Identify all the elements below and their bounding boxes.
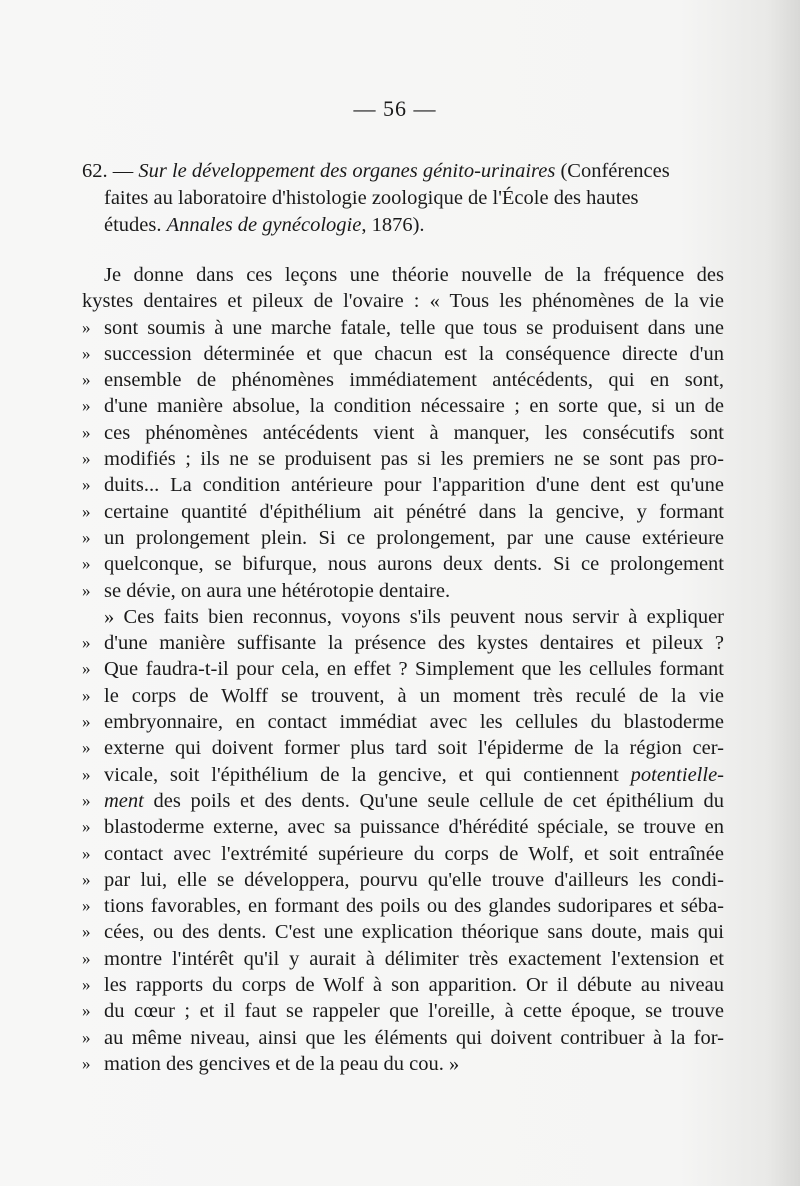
page-number: — 56 — <box>353 96 437 121</box>
entry-line-3 <box>104 212 724 239</box>
entry-title: Sur le développement des organes génito-urinaires <box>138 160 556 182</box>
entry-journal: Annales de gynécologie <box>166 214 362 236</box>
text-line: » d'une manière suffisante la présence des kystes dentaires et pileux ? <box>82 630 724 656</box>
guillemet: » <box>82 554 91 574</box>
guillemet: » <box>82 343 91 363</box>
text-line: » cées, ou des dents. C'est une explication théorique sans doute, mais qui <box>82 919 724 945</box>
guillemet: » <box>82 396 91 416</box>
text-line: Je donne dans ces leçons une théorie nouvelle de la fréquence des <box>104 264 724 286</box>
guillemet: » <box>82 948 91 968</box>
guillemet: » <box>82 501 91 521</box>
text-line: » certaine quantité d'épithélium ait pénétré dans la gencive, y formant <box>82 499 724 525</box>
text-line: » par lui, elle se développera, pourvu qu'elle trouve d'ailleurs les condi- <box>82 867 724 893</box>
guillemet: » <box>82 922 91 942</box>
guillemet: » <box>82 764 91 784</box>
guillemet: » <box>82 738 91 758</box>
guillemet: » <box>82 317 91 337</box>
text-line: kystes dentaires et pileux de l'ovaire : « Tous les phénomènes de la vie <box>82 290 724 313</box>
text-line: » tions favorables, en formant des poils ou des glandes sudoripares et séba- <box>82 893 724 919</box>
guillemet: » <box>82 449 91 469</box>
text-line: » blastoderme externe, avec sa puissance d'hérédité spéciale, se trouve en <box>82 814 724 840</box>
guillemet: » <box>82 712 91 732</box>
text-line: » modifiés ; ils ne se produisent pas si les premiers ne se sont pas pro- <box>82 446 724 472</box>
bibliography-entry <box>82 158 724 239</box>
text-line: » quelconque, se bifurque, nous aurons deux dents. Si ce prolongement <box>82 551 724 577</box>
text-line: » sont soumis à une marche fatale, telle que tous se produisent dans une <box>82 315 724 341</box>
text-line: » vicale, soit l'épithélium de la gencive, et qui contiennent potentielle- <box>82 762 724 788</box>
text-line: » d'une manière absolue, la condition nécessaire ; en sorte que, si un de <box>82 393 724 419</box>
guillemet: » <box>82 896 91 916</box>
text-line: » ment des poils et des dents. Qu'une seule cellule de cet épithélium du <box>82 788 724 814</box>
text-line: » externe qui doivent former plus tard soit l'épiderme de la région cer- <box>82 735 724 761</box>
entry-line-3-post: , 1876). <box>361 214 425 236</box>
entry-line-3-pre: études. <box>104 214 167 236</box>
text-line: » du cœur ; et il faut se rappeler que l'oreille, à cette époque, se trouve <box>82 998 724 1024</box>
text-line: » succession déterminée et que chacun est la conséquence directe d'un <box>82 341 724 367</box>
entry-number: 62. <box>82 160 108 182</box>
italic-word: ment <box>104 789 144 812</box>
text-line: » les rapports du corps de Wolf à son apparition. Or il débute au niveau <box>82 972 724 998</box>
text-line: » Que faudra-t-il pour cela, en effet ? Simplement que les cellules formant <box>82 656 724 682</box>
guillemet: » <box>82 817 91 837</box>
text-line: » ensemble de phénomènes immédiatement antécédents, qui en sont, <box>82 367 724 393</box>
guillemet: » <box>82 1053 91 1073</box>
text-line: » embryonnaire, en contact immédiat avec les cellules du blastoderme <box>82 709 724 735</box>
guillemet: » <box>82 1027 91 1047</box>
text-line: » se dévie, on aura une hétérotopie dentaire. <box>82 578 724 604</box>
guillemet: » <box>82 475 91 495</box>
guillemet: » <box>82 869 91 889</box>
entry-line-2: faites au laboratoire d'histologie zoologique de l'École des hautes <box>104 187 639 209</box>
text-line: » mation des gencives et de la peau du cou. » <box>82 1051 724 1077</box>
text-line: » contact avec l'extrémité supérieure du corps de Wolf, et soit entraînée <box>82 841 724 867</box>
guillemet: » <box>82 659 91 679</box>
guillemet: » <box>82 843 91 863</box>
text-line: » ces phénomènes antécédents vient à manquer, les consécutifs sont <box>82 420 724 446</box>
text-line: » le corps de Wolff se trouvent, à un moment très reculé de la vie <box>82 683 724 709</box>
italic-word: potentielle- <box>630 763 724 786</box>
guillemet: » <box>82 580 91 600</box>
guillemet: » <box>82 790 91 810</box>
guillemet: » <box>82 633 91 653</box>
text-line: » montre l'intérêt qu'il y aurait à délimiter très exactement l'extension et <box>82 946 724 972</box>
guillemet: » <box>82 685 91 705</box>
text-line: » un prolongement plein. Si ce prolongement, par une cause extérieure <box>82 525 724 551</box>
text-line: » Ces faits bien reconnus, voyons s'ils peuvent nous servir à expliquer <box>104 605 724 628</box>
text-line: » au même niveau, ainsi que les éléments qui doivent contribuer à la for- <box>82 1025 724 1051</box>
entry-title-rest: (Conférences <box>555 160 670 182</box>
guillemet: » <box>82 975 91 995</box>
entry-heading-line <box>82 158 724 185</box>
guillemet: » <box>82 1001 91 1021</box>
body-text <box>82 262 724 1077</box>
text-line: » duits... La condition antérieure pour l'apparition d'une dent est qu'une <box>82 472 724 498</box>
guillemet: » <box>82 527 91 547</box>
guillemet: » <box>82 422 91 442</box>
guillemet: » <box>82 370 91 390</box>
entry-dash: — <box>107 160 139 182</box>
